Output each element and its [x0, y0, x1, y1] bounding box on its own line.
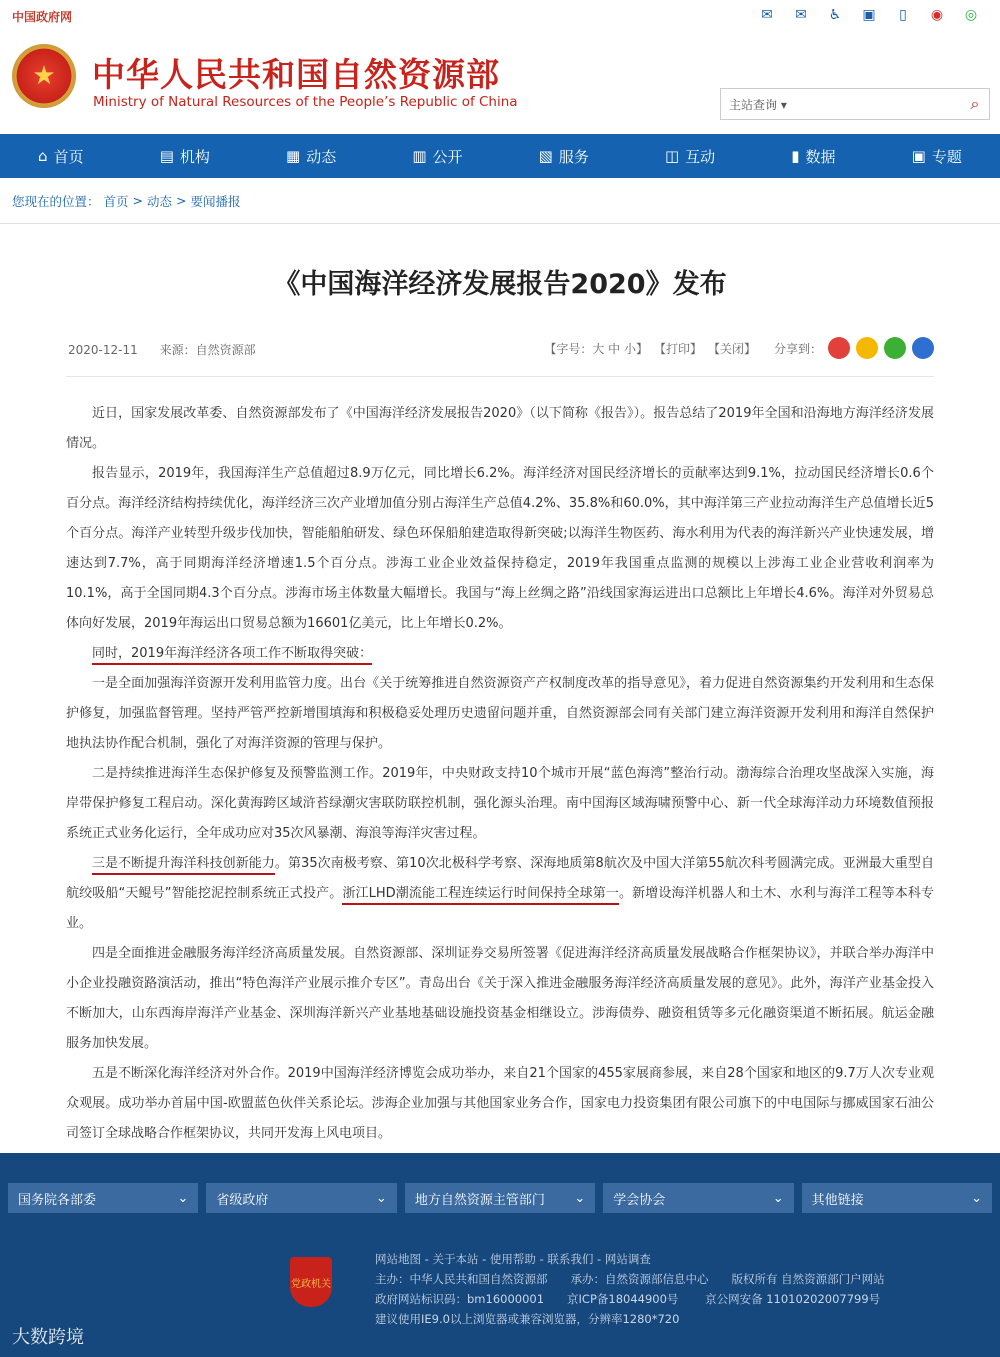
nav-news[interactable]: ▦ 动态: [286, 147, 337, 166]
link-group-provinces[interactable]: 省级政府 ⌄: [206, 1183, 396, 1213]
site-footer: [0, 1153, 1000, 1357]
nav-topic[interactable]: ▣ 专题: [911, 147, 962, 166]
news-icon: ▦: [286, 147, 301, 165]
breadcrumb-sep: >: [176, 193, 187, 208]
search-scope-select[interactable]: 主站查询 ▾: [729, 97, 787, 112]
accessibility-icon[interactable]: ♿: [828, 7, 842, 23]
public-icon: ▥: [412, 147, 427, 165]
breadcrumb-sep: >: [132, 193, 144, 208]
paragraph: [66, 639, 934, 669]
paragraph-text: 。第35次南极考察、第10次北极科学考察、深海地质第8航次及中国大洋第55航次科考圆满完成。亚洲最大重型自航绞吸船“天鲲号”智能挖泥控制系统正式投产。: [66, 856, 934, 901]
chevron-down-icon: ⌄: [574, 1190, 586, 1206]
org-icon: ▤: [159, 147, 174, 165]
footer-info: [375, 1249, 885, 1329]
renren-share-icon[interactable]: [912, 337, 934, 359]
article-source: 来源：自然资源部: [159, 343, 256, 357]
top-icons: [756, 4, 982, 26]
footer-links: [0, 1153, 1000, 1213]
paragraph: 五是不断深化海洋经济对外合作。2019中国海洋经济博览会成功举办，来自21个国家的455家展商参展，来自28个国家和地区的9.7万人次专业观众观展。成功举办首届中国-欧盟蓝色伙伴关系论坛。涉海企业加强与其他国家业务合作，国家电力投资集团有限公司旗下的中电国际与挪威国家石油公司签订全球战略合作框架协议，共同开发海上风电项目。: [66, 1066, 934, 1141]
breadcrumb: [0, 178, 1000, 224]
nav-service[interactable]: ▧ 服务: [538, 147, 589, 166]
paragraph: 一是全面加强海洋资源开发利用监管力度。出台《关于统筹推进自然资源资产产权制度改革的指导意见》，着力促进自然资源集约开发利用和生态保护修复，加强监督管理。坚持严管严控新增围填海和积极稳妥处理历史遗留问题并重，自然资源部会同有关部门建立海洋资源开发利用和海洋自然保护地执法协作配合机制，强化了对海洋资源的管理与保护。: [66, 676, 934, 751]
mail-icon[interactable]: ✉: [761, 7, 773, 23]
site-header: [0, 32, 1000, 134]
weibo-share-icon[interactable]: [828, 337, 850, 359]
chevron-down-icon: ⌄: [177, 1190, 189, 1206]
nav-home[interactable]: ⌂ 首页: [38, 147, 84, 166]
article-title: 《中国海洋经济发展报告2020》发布: [273, 269, 727, 300]
topic-icon: ▣: [911, 147, 926, 165]
nav-institution[interactable]: ▤ 机构: [159, 147, 210, 166]
wechat-icon[interactable]: ◎: [964, 7, 978, 23]
share-label: 分享到：: [773, 341, 822, 356]
breadcrumb-prefix: 您现在的位置：: [12, 193, 100, 209]
highlighted-text: 浙江LHD潮流能工程连续运行时间保持全球第一: [342, 886, 619, 905]
message-icon[interactable]: ✉: [795, 7, 807, 23]
main-nav: [0, 134, 1000, 178]
close-button[interactable]: 【关闭】: [707, 341, 756, 356]
paragraph-text: 。新增设海洋机器人和土木、水利与海洋工程等本科专业。: [66, 886, 934, 931]
top-bar: [0, 0, 1000, 32]
data-icon: ▮: [791, 147, 800, 165]
link-group-ministries[interactable]: 国务院各部委 ⌄: [8, 1183, 198, 1213]
national-emblem: ★: [12, 44, 76, 108]
paragraph: [66, 849, 934, 939]
footer-host: 主办：中华人民共和国自然资源部 承办：自然资源部信息中心 版权所有 自然资源部门户网站: [375, 1272, 885, 1286]
search-input[interactable]: [811, 90, 961, 118]
weibo-icon[interactable]: ◉: [930, 7, 944, 23]
site-search: [720, 88, 990, 120]
highlighted-text: 三是不断提升海洋科技创新能力: [92, 856, 275, 875]
nav-public[interactable]: ▥ 公开: [412, 147, 463, 166]
watermark: 大数跨境: [12, 1327, 84, 1348]
interact-icon: ◫: [664, 147, 680, 165]
chevron-down-icon: ⌄: [375, 1190, 387, 1206]
gov-portal-link[interactable]: 中国政府网: [12, 10, 73, 24]
nav-data[interactable]: ▮ 数据: [791, 147, 836, 166]
home-icon: ⌂: [38, 147, 48, 165]
footer-icp: 政府网站标识码：bm16000001 京ICP备18044900号 京公网安备 11010202007799号: [375, 1292, 881, 1306]
nav-interact[interactable]: ◫ 互动: [664, 147, 716, 166]
qzone-share-icon[interactable]: [856, 337, 878, 359]
link-group-societies[interactable]: 学会协会 ⌄: [603, 1183, 793, 1213]
link-group-other[interactable]: 其他链接 ⌄: [802, 1183, 992, 1213]
search-icon[interactable]: ⌕: [970, 94, 980, 113]
font-size-control[interactable]: 【字号：大 中 小】: [544, 341, 648, 356]
paragraph: 四是全面推进金融服务海洋经济高质量发展。自然资源部、深圳证券交易所签署《促进海洋经济高质量发展战略合作框架协议》，并联合举办海洋中小企业投融资路演活动，推出“特色海洋产业展示推介专区”。青岛出台《关于深入推进金融服务海洋经济高质量发展的意见》。此外，海洋产业基金投入不断加大，山东西海岸海洋产业基金、深圳海洋新兴产业基地基础设施投资基金相继设立。涉海债券、融资租赁等多元化融资渠道不断拓展。航运金融服务加快发展。: [66, 946, 934, 1051]
breadcrumb-highlights[interactable]: 要闻播报: [190, 193, 241, 209]
chevron-down-icon: ⌄: [772, 1190, 784, 1206]
service-icon: ▧: [538, 147, 553, 165]
paragraph: 二是持续推进海洋生态保护修复及预警监测工作。2019年，中央财政支持10个城市开展“蓝色海湾”整治行动。渤海综合治理攻坚战深入实施，海岸带保护修复工程启动。深化黄海跨区域浒苔绿潮灾害联防联控机制，强化源头治理。南中国海区域海啸预警中心、新一代全球海洋动力环境数值预报系统正式业务化运行，全年成功应对35次风暴潮、海浪等海洋灾害过程。: [66, 766, 934, 841]
site-title-cn: 中华人民共和国自然资源部: [92, 55, 500, 94]
highlighted-text: 同时，2019年海洋经济各项工作不断取得突破：: [92, 646, 372, 665]
app-icon[interactable]: ▣: [862, 7, 876, 23]
footer-browser-tip: 建议使用IE9.0以上浏览器或兼容浏览器，分辨率1280*720: [375, 1312, 680, 1326]
link-group-local[interactable]: 地方自然资源主管部门 ⌄: [405, 1183, 595, 1213]
breadcrumb-home[interactable]: 首页: [103, 193, 129, 209]
party-gov-emblem[interactable]: 党政机关: [290, 1257, 332, 1307]
wechat-share-icon[interactable]: [884, 337, 906, 359]
article-date: 2020-12-11: [68, 343, 138, 357]
breadcrumb-news[interactable]: 动态: [147, 193, 173, 209]
article-body: [66, 399, 934, 1149]
article-meta: [66, 341, 934, 377]
footer-nav-links[interactable]: 网站地图 - 关于本站 - 使用帮助 - 联系我们 - 网站调查: [375, 1252, 651, 1266]
paragraph: 近日，国家发展改革委、自然资源部发布了《中国海洋经济发展报告2020》（以下简称《报告》）。报告总结了2019年全国和沿海地方海洋经济发展情况。: [66, 406, 934, 451]
chevron-down-icon: ⌄: [971, 1190, 983, 1206]
paragraph: 报告显示，2019年，我国海洋生产总值超过8.9万亿元，同比增长6.2%。海洋经济对国民经济增长的贡献率达到9.1%，拉动国民经济增长0.6个百分点。海洋经济结构持续优化，海洋经济三次产业增加值分别占海洋生产总值4.2%、35.8%和60.0%，其中海洋第三产业拉动海洋生产总值增长近5个百分点。海洋产业转型升级步伐加快，智能船舶研发、绿色环保船舶建造取得新突破;以海洋生物医药、海水利用为代表的海洋新兴产业快速发展，增速达到7.7%，高于同期海洋经济增速1.5个百分点。涉海工业企业效益保持稳定，2019年我国重点监测的规模以上涉海工业企业营收利润率为10.1%，高于全国同期4.3个百分点。涉海市场主体数量大幅增长。我国与“海上丝绸之路”沿线国家海运进出口总额比上年增长4.6%。海洋对外贸易总体向好发展，2019年海运出口贸易总额为16601亿美元，比上年增长0.2%。: [66, 466, 934, 631]
print-button[interactable]: 【打印】: [653, 341, 702, 356]
mobile-icon[interactable]: ▯: [899, 7, 907, 23]
site-title-en: Ministry of Natural Resources of the People’s Republic of China: [93, 94, 518, 110]
